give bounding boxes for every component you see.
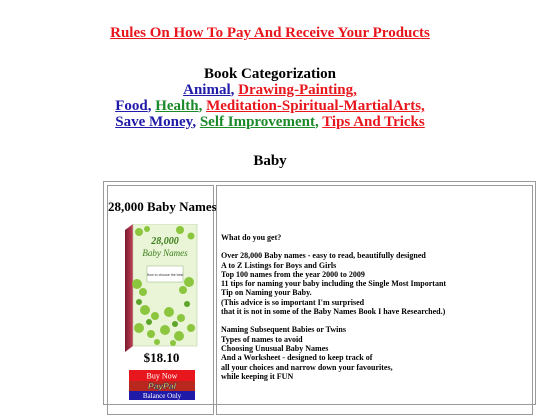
description-line: Tip on Naming your Baby. <box>221 288 312 298</box>
category-link-meditation[interactable]: Meditation-Spiritual-MartialArts, <box>206 98 425 114</box>
rules-link[interactable]: Rules On How To Pay And Receive Your Products <box>110 25 430 41</box>
description-line: And a Worksheet - designed to keep track of <box>221 353 373 363</box>
category-link-save-money[interactable]: Save Money <box>115 114 193 130</box>
product-table <box>103 181 536 405</box>
description-line: Top 100 names from the year 2000 to 2009 <box>221 269 365 279</box>
product-description <box>221 233 531 381</box>
categorization-title: Book Categorization <box>203 66 337 82</box>
description-line: A to Z Listings for Boys and Girls <box>221 260 337 270</box>
separator: , <box>230 82 239 98</box>
product-description-cell <box>216 185 533 415</box>
book-categorization <box>0 66 540 130</box>
description-line: (This advice is so important I'm surprised <box>221 297 365 307</box>
category-link-self-improvement[interactable]: Self Improvement <box>199 114 315 130</box>
product-name: 28,000 Baby Names <box>108 199 217 214</box>
cover-title-line2: Baby Names <box>142 248 188 258</box>
category-line-2 <box>0 98 540 114</box>
description-intro: What do you get? <box>221 233 282 242</box>
description-line: that it is not in some of the Baby Names Book I have Researched.) <box>221 307 446 317</box>
cover-subtitle: How to choose the best <box>146 273 184 277</box>
description-line: 11 tips for naming your baby including the Single Most Important <box>221 279 447 289</box>
separator: , <box>198 98 207 114</box>
category-line-3 <box>0 114 540 130</box>
separator: , <box>147 98 156 114</box>
buy-now-paypal-button[interactable] <box>129 370 195 400</box>
description-line: Types of names to avoid <box>221 334 303 344</box>
category-link-drawing-painting[interactable]: Drawing-Painting, <box>238 82 357 98</box>
description-line: Naming Subsequent Babies or Twins <box>221 325 346 335</box>
category-link-tips-and-tricks[interactable]: Tips And Tricks <box>322 114 425 130</box>
description-line: all your choices and narrow down your favourites, <box>221 362 393 372</box>
description-line: Choosing Unusual Baby Names <box>221 343 329 353</box>
category-link-food[interactable]: Food <box>115 98 148 114</box>
paypal-logo: PayPal <box>148 381 176 391</box>
description-line: while keeping it FUN <box>221 371 294 381</box>
category-link-animal[interactable]: Animal <box>183 82 231 98</box>
separator: , <box>192 114 200 130</box>
book-cover-image[interactable] <box>125 224 198 352</box>
section-title: Baby <box>253 153 287 169</box>
cover-title-line1: 28,000 <box>151 236 179 247</box>
category-link-health[interactable]: Health <box>155 98 199 114</box>
buy-now-label: Buy Now <box>146 371 178 381</box>
product-image-cell <box>107 185 217 415</box>
category-line-1 <box>0 82 540 98</box>
description-line: Over 28,000 Baby names - easy to read, beautifully designed <box>221 251 426 261</box>
product-price: $18.10 <box>143 350 180 365</box>
balance-only-label: Balance Only <box>142 392 182 400</box>
separator: , <box>314 114 323 130</box>
